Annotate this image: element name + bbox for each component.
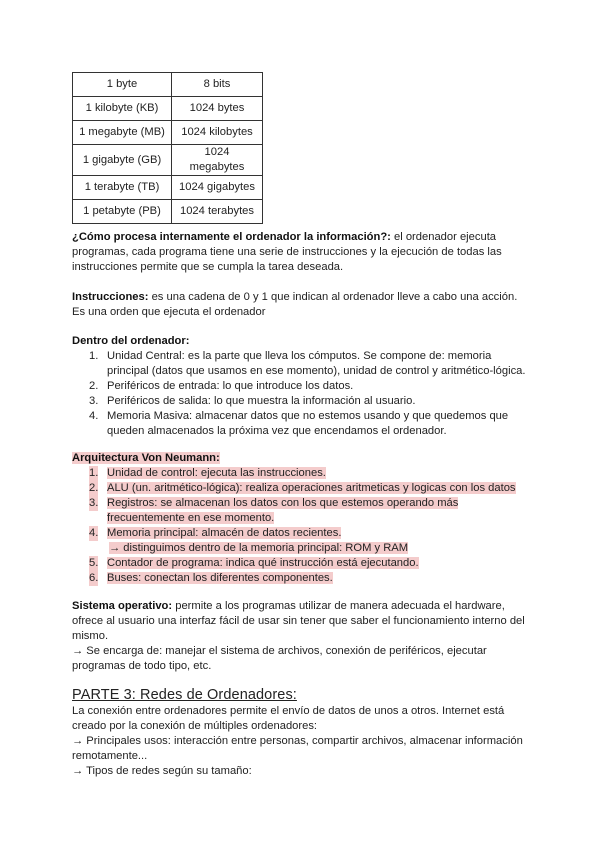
table-cell: 1024 bytes	[172, 97, 263, 121]
arquitectura-list	[72, 466, 532, 586]
sistema-line2: → Se encarga de: manejar el sistema de archivos, conexión de periféricos, ejecutar programas de todo tipo, etc.	[72, 645, 487, 672]
sistema-section	[72, 599, 532, 674]
parte3-p1: La conexión entre ordenadores permite el envío de datos de unos a otros. Internet está creado por la conexión de múltiples ordenadores:	[72, 705, 505, 732]
table-row	[73, 176, 263, 200]
table-cell: 1 petabyte (PB)	[73, 200, 172, 224]
list-item: 1. Unidad Central: es la parte que lleva los cómputos. Se compone de: memoria principal (datos que usamos en ese momento), unidad de control y aritmético-lógica.	[89, 350, 526, 377]
table-row	[73, 121, 263, 145]
instrucciones-paragraph	[72, 290, 532, 320]
proceso-paragraph	[72, 230, 532, 275]
sistema-heading: Sistema operativo:	[72, 600, 173, 612]
parte3-p2: → Principales usos: interacción entre personas, compartir archivos, almacenar información remotamente...	[72, 735, 523, 762]
table-cell: 1 megabyte (MB)	[73, 121, 172, 145]
proceso-heading: ¿Cómo procesa internamente el ordenador la información?:	[72, 231, 391, 243]
table-cell: 1024 megabytes	[172, 145, 263, 176]
units-table	[72, 72, 263, 224]
proceso-text: el ordenador ejecuta programas, cada programa tiene una serie de instrucciones y la ejecución de todas las instrucciones permite que se cumpla la tarea deseada.	[72, 231, 502, 273]
list-item: 2. ALU (un. aritmético-lógica): realiza operaciones aritmeticas y logicas con los datos	[89, 482, 516, 494]
instrucciones-heading: Instrucciones:	[72, 291, 149, 303]
table-cell: 1 kilobyte (KB)	[73, 97, 172, 121]
list-item: 3. Registros: se almacenan los datos con los que estemos operando más frecuentemente en ese momento.	[89, 497, 459, 524]
list-item: 5. Contador de programa: indica qué instrucción está ejecutando.	[89, 557, 419, 569]
table-cell: 1024 terabytes	[172, 200, 263, 224]
sistema-text: permite a los programas utilizar de manera adecuada el hardware, ofrece al usuario una interfaz fácil de usar sin tener que saber el funcionamiento interno del mismo.	[72, 600, 525, 642]
list-item: 2. Periféricos de entrada: lo que introduce los datos.	[89, 380, 354, 392]
dentro-list	[72, 349, 532, 439]
list-item: 6. Buses: conectan los diferentes componentes.	[89, 572, 333, 584]
list-item: 4. Memoria principal: almacén de datos recientes. → distinguimos dentro de la memoria principal: ROM y RAM	[89, 527, 409, 554]
section-title: PARTE 3: Redes de Ordenadores:	[72, 687, 297, 703]
table-cell: 1024 kilobytes	[172, 121, 263, 145]
parte3-p3: → Tipos de redes según su tamaño:	[72, 765, 252, 777]
table-row	[73, 97, 263, 121]
table-row	[73, 73, 263, 97]
arquitectura-section	[72, 451, 532, 586]
table-cell: 8 bits	[172, 73, 263, 97]
dentro-section	[72, 334, 532, 439]
arquitectura-heading: Arquitectura Von Neumann:	[72, 452, 220, 464]
table-cell: 1 terabyte (TB)	[73, 176, 172, 200]
table-row	[73, 145, 263, 176]
parte3-section	[72, 686, 532, 779]
sub-note: → distinguimos dentro de la memoria principal: ROM y RAM	[109, 542, 409, 554]
table-cell: 1 byte	[73, 73, 172, 97]
instrucciones-text: es una cadena de 0 y 1 que indican al ordenador lleve a cabo una acción. Es una orden que ejecuta el ordenador	[72, 291, 518, 318]
table-row	[73, 200, 263, 224]
table-cell: 1 gigabyte (GB)	[73, 145, 172, 176]
list-item: 4. Memoria Masiva: almacenar datos que no estemos usando y que quedemos que queden almacenados la próxima vez que encendamos el ordenador.	[89, 410, 509, 437]
list-item: 3. Periféricos de salida: lo que muestra la información al usuario.	[89, 395, 416, 407]
table-cell: 1024 gigabytes	[172, 176, 263, 200]
dentro-heading: Dentro del ordenador:	[72, 335, 190, 347]
list-item: 1. Unidad de control: ejecuta las instrucciones.	[89, 467, 326, 479]
